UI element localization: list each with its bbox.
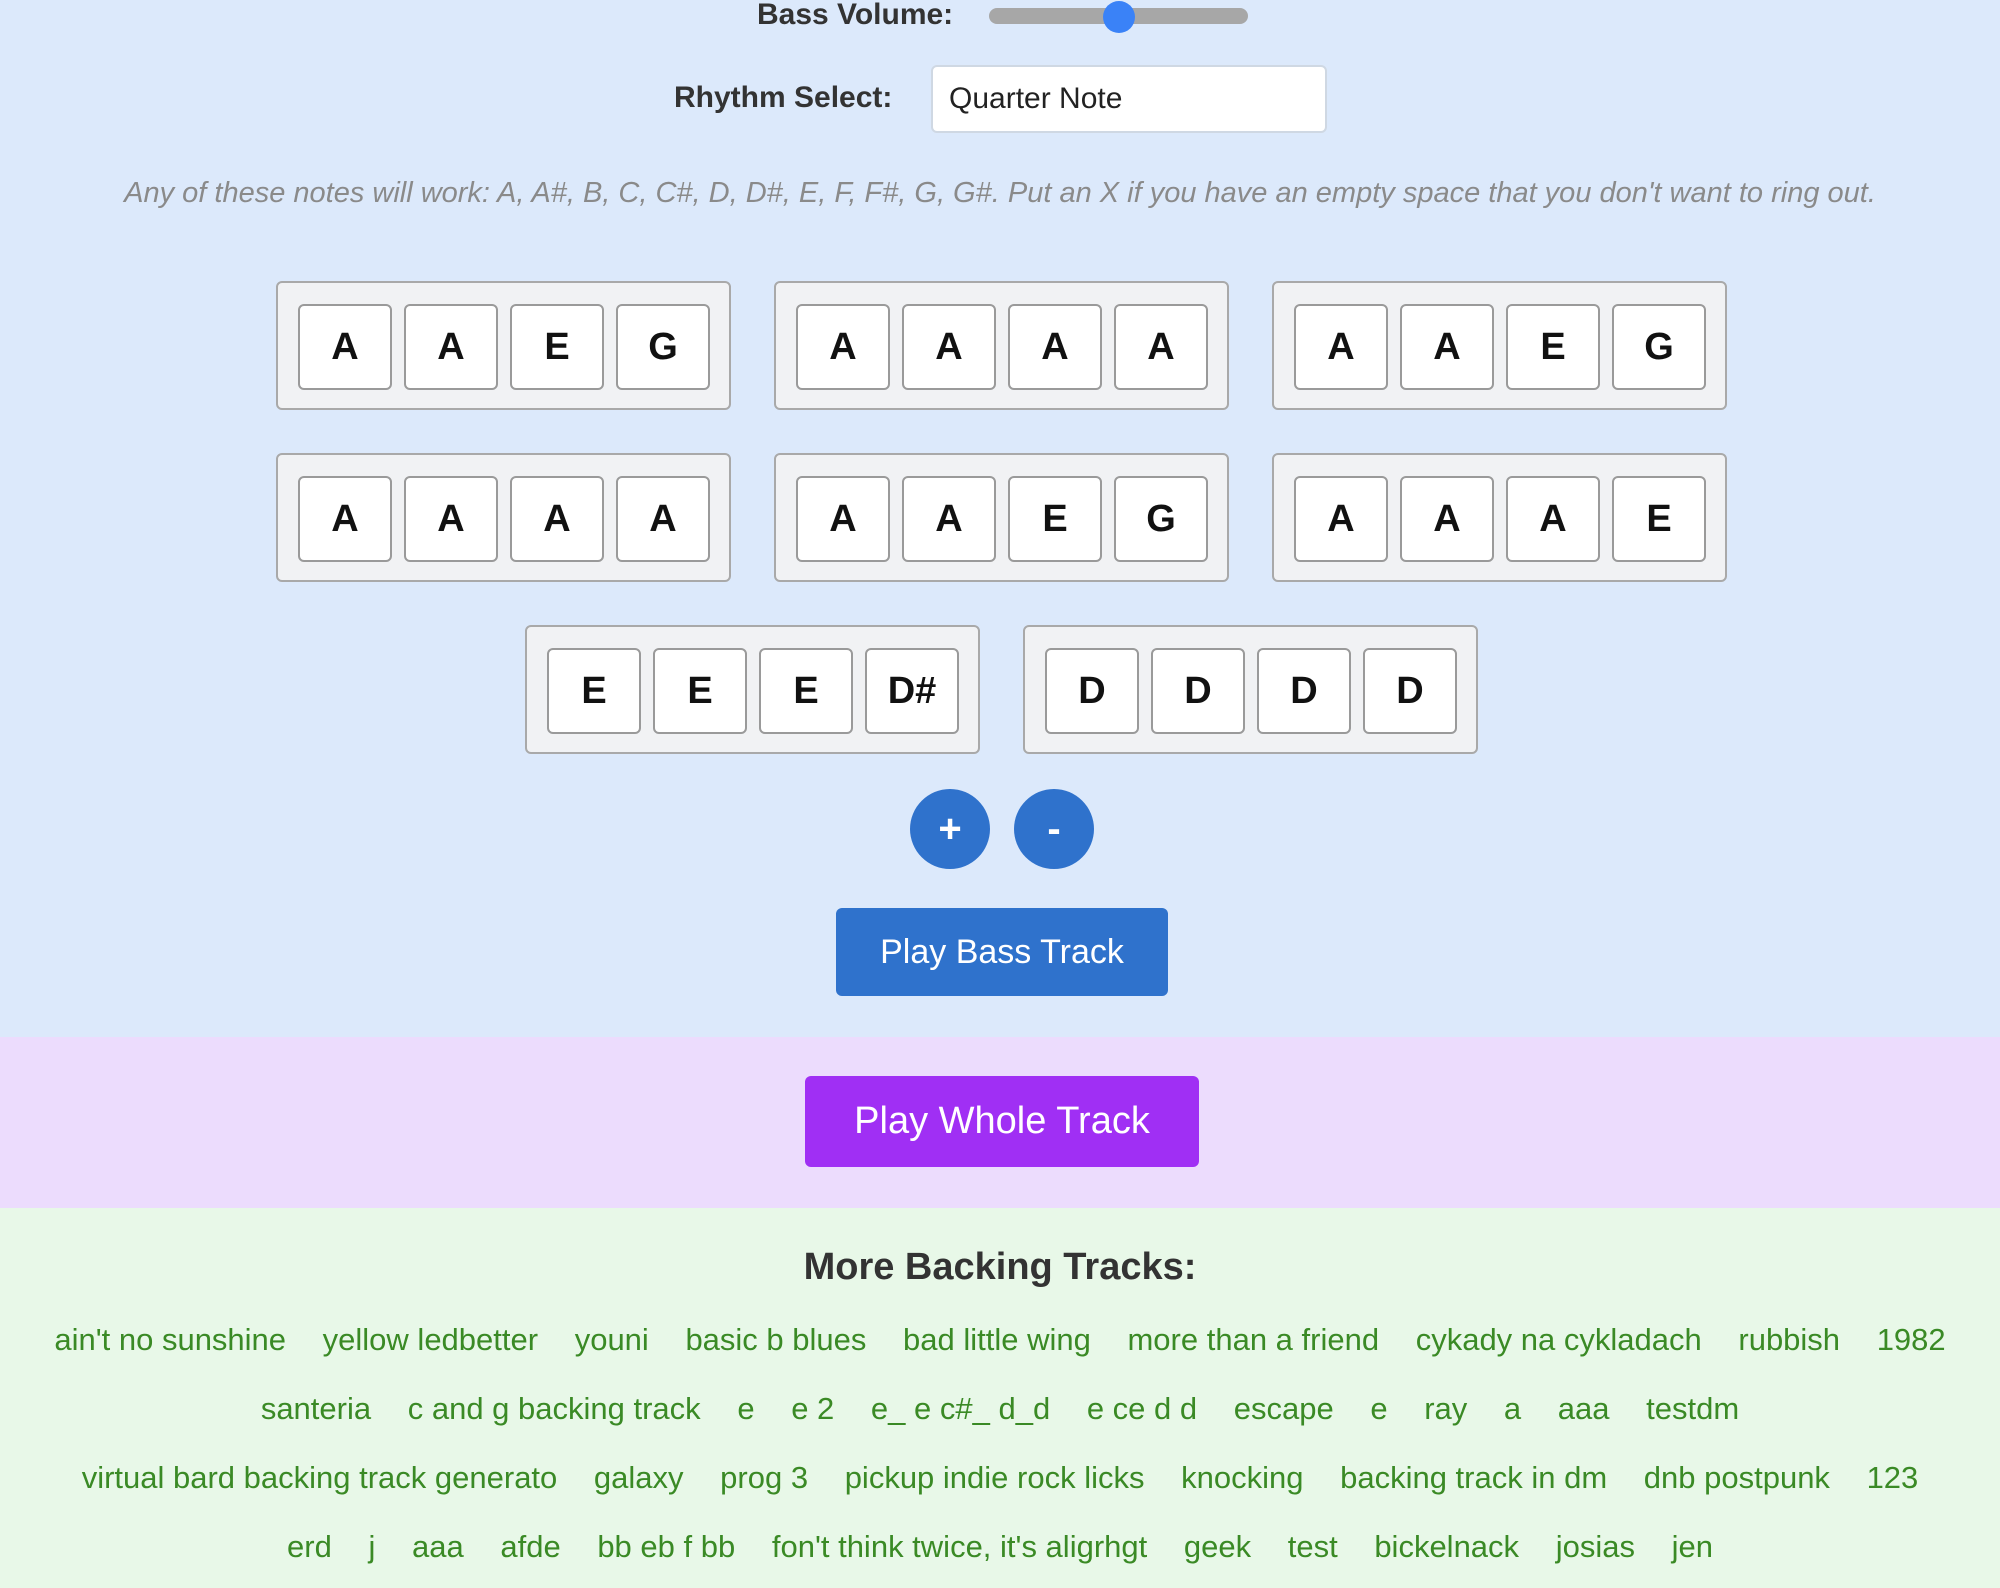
note-input[interactable]: A <box>510 476 604 562</box>
bass-volume-slider-thumb[interactable] <box>1103 1 1135 33</box>
bar-7 <box>525 625 980 754</box>
backing-track-link[interactable]: e <box>1370 1391 1388 1426</box>
backing-track-link[interactable]: pickup indie rock licks <box>844 1460 1145 1495</box>
more-backing-tracks-section <box>0 1208 2000 1588</box>
note-input[interactable]: A <box>1114 304 1208 390</box>
note-input[interactable]: G <box>616 304 710 390</box>
backing-track-link[interactable]: yellow ledbetter <box>322 1322 539 1357</box>
note-input[interactable]: D <box>1257 648 1351 734</box>
backing-track-link[interactable]: afde <box>500 1529 561 1564</box>
bar-2 <box>774 281 1229 410</box>
backing-track-link[interactable]: prog 3 <box>720 1460 809 1495</box>
bass-volume-label: Bass Volume: <box>757 0 954 31</box>
note-input[interactable]: A <box>796 304 890 390</box>
note-input[interactable]: D <box>1363 648 1457 734</box>
rhythm-select-label: Rhythm Select: <box>674 81 893 114</box>
note-input[interactable]: E <box>510 304 604 390</box>
remove-bar-button[interactable]: - <box>1014 789 1094 869</box>
more-backing-tracks-title: More Backing Tracks: <box>803 1246 1197 1288</box>
backing-track-link[interactable]: fon't think twice, it's aligrhgt <box>771 1529 1148 1564</box>
play-whole-track-button[interactable]: Play Whole Track <box>805 1076 1199 1167</box>
backing-track-link[interactable]: escape <box>1233 1391 1334 1426</box>
note-input[interactable]: E <box>1612 476 1706 562</box>
note-input[interactable]: A <box>1008 304 1102 390</box>
backing-track-link[interactable]: youni <box>574 1322 649 1357</box>
backing-track-link[interactable]: josias <box>1555 1529 1635 1564</box>
note-input[interactable]: A <box>298 476 392 562</box>
play-bass-track-button[interactable]: Play Bass Track <box>836 908 1168 996</box>
bar-3 <box>1272 281 1727 410</box>
add-bar-button[interactable]: + <box>910 789 990 869</box>
backing-track-link[interactable]: c and g backing track <box>407 1391 701 1426</box>
note-input[interactable]: E <box>653 648 747 734</box>
bar-6 <box>1272 453 1727 582</box>
note-input[interactable]: A <box>1400 304 1494 390</box>
backing-track-link[interactable]: 1982 <box>1876 1322 1946 1357</box>
backing-track-link[interactable]: bb eb f bb <box>597 1529 736 1564</box>
backing-track-link[interactable]: aaa <box>411 1529 464 1564</box>
backing-track-link[interactable]: aaa <box>1557 1391 1610 1426</box>
backing-track-link[interactable]: ain't no sunshine <box>54 1322 287 1357</box>
note-input[interactable]: A <box>796 476 890 562</box>
backing-track-link[interactable]: jen <box>1671 1529 1713 1564</box>
backing-track-link[interactable]: basic b blues <box>685 1322 867 1357</box>
backing-track-link[interactable]: dnb postpunk <box>1643 1460 1830 1495</box>
note-input[interactable]: E <box>759 648 853 734</box>
bar-8 <box>1023 625 1478 754</box>
note-input[interactable]: A <box>1506 476 1600 562</box>
backing-track-link[interactable]: cykady na cykladach <box>1415 1322 1702 1357</box>
backing-track-link[interactable]: knocking <box>1181 1460 1304 1495</box>
note-input[interactable]: A <box>1294 476 1388 562</box>
backing-track-link[interactable]: bad little wing <box>903 1322 1091 1357</box>
backing-track-link[interactable]: backing track in dm <box>1340 1460 1608 1495</box>
note-input[interactable]: G <box>1612 304 1706 390</box>
note-input[interactable]: E <box>1506 304 1600 390</box>
backing-track-link[interactable]: galaxy <box>593 1460 684 1495</box>
note-input[interactable]: A <box>902 304 996 390</box>
note-input[interactable]: E <box>1008 476 1102 562</box>
note-input[interactable]: D <box>1045 648 1139 734</box>
backing-track-link[interactable]: erd <box>287 1529 332 1564</box>
note-input[interactable]: A <box>902 476 996 562</box>
notes-hint: Any of these notes will work: A, A#, B, C, C#, D, D#, E, F, F#, G, G#. Put an X if you have an empty space that you don't want to ring out. <box>124 177 1876 209</box>
note-input[interactable]: D <box>1151 648 1245 734</box>
bar-5 <box>774 453 1229 582</box>
note-input[interactable]: A <box>404 304 498 390</box>
backing-track-link[interactable]: more than a friend <box>1127 1322 1380 1357</box>
note-input[interactable]: A <box>616 476 710 562</box>
bass-volume-slider[interactable] <box>989 8 1248 24</box>
backing-track-link[interactable]: bickelnack <box>1374 1529 1520 1564</box>
bar-1 <box>276 281 731 410</box>
backing-track-link[interactable]: 123 <box>1866 1460 1919 1495</box>
backing-track-link[interactable]: rubbish <box>1738 1322 1841 1357</box>
backing-track-list <box>30 1305 1970 1581</box>
bar-4 <box>276 453 731 582</box>
backing-track-link[interactable]: ray <box>1424 1391 1468 1426</box>
note-input[interactable]: A <box>1400 476 1494 562</box>
backing-track-link[interactable]: a <box>1503 1391 1522 1426</box>
backing-track-link[interactable]: virtual bard backing track generato <box>81 1460 558 1495</box>
backing-track-link[interactable]: e <box>737 1391 755 1426</box>
note-input[interactable]: G <box>1114 476 1208 562</box>
backing-track-link[interactable]: e 2 <box>791 1391 835 1426</box>
backing-track-link[interactable]: test <box>1287 1529 1338 1564</box>
note-input[interactable]: A <box>298 304 392 390</box>
backing-track-link[interactable]: e ce d d <box>1086 1391 1198 1426</box>
note-input[interactable]: D# <box>865 648 959 734</box>
whole-track-section <box>0 1037 2000 1208</box>
backing-track-link[interactable]: testdm <box>1646 1391 1740 1426</box>
rhythm-select-input[interactable] <box>931 65 1327 133</box>
note-input[interactable]: A <box>1294 304 1388 390</box>
backing-track-link[interactable]: santeria <box>260 1391 372 1426</box>
backing-track-link[interactable]: geek <box>1183 1529 1252 1564</box>
note-input[interactable]: E <box>547 648 641 734</box>
backing-track-link[interactable]: j <box>368 1529 376 1564</box>
bass-volume-row <box>0 0 2000 32</box>
backing-track-link[interactable]: e_ e c#_ d_d <box>870 1391 1051 1426</box>
note-input[interactable]: A <box>404 476 498 562</box>
